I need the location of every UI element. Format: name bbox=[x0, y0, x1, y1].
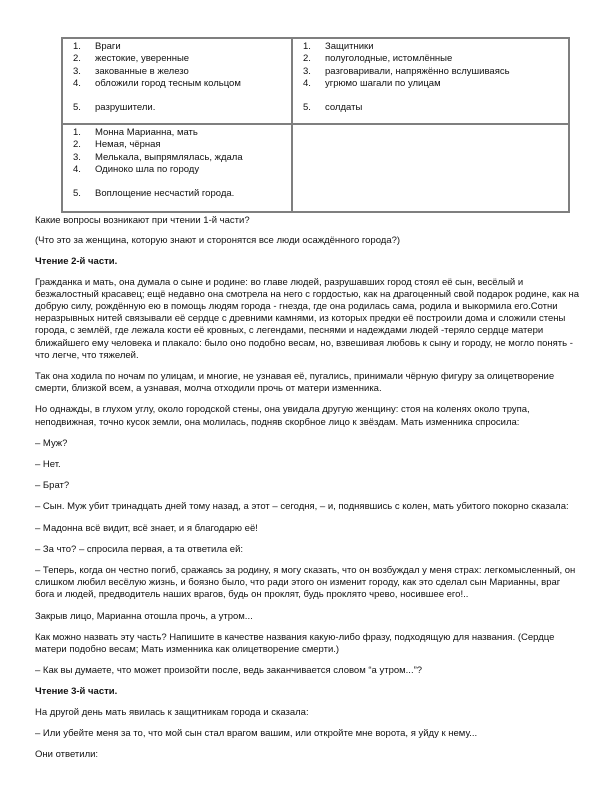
list-item: 3. разговаривали, напряжённо вслушиваясь bbox=[303, 65, 510, 77]
list-item: 2. Немая, чёрная bbox=[73, 139, 161, 151]
comparison-table bbox=[61, 37, 570, 213]
table-cell-mother bbox=[62, 124, 292, 212]
answer-paragraph: (Что это за женщина, которую знают и сторонятся все люди осаждённого города?) bbox=[35, 235, 401, 247]
table-cell-empty bbox=[292, 124, 569, 212]
dialogue-line: – За что? – спросила первая, а та ответила ей: bbox=[35, 543, 244, 555]
question-paragraph: Какие вопросы возникают при чтении 1-й части? bbox=[35, 215, 250, 226]
dialogue-line: – Теперь, когда он честно погиб, сражаясь за родину, я могу сказать, что он возбуждал у меня страх: легкомысленный, он слишком любил весёлую жизнь, и боязно было, что ради этого он изменит городу, как это сделал сын Марианны, враг бога и людей, предводитель наших врагов, будь он проклят, будь проклято чрево, носившее его!.. bbox=[35, 565, 576, 601]
section-heading: Чтение 2-й части. bbox=[35, 256, 118, 268]
section-heading: Чтение 3-й части. bbox=[35, 686, 118, 698]
list-item: 4. обложили город тесным кольцом bbox=[73, 78, 241, 90]
list-item: 1. Защитники bbox=[303, 41, 374, 52]
table-cell-enemies bbox=[62, 38, 292, 124]
text-paragraph: Они ответили: bbox=[35, 749, 99, 761]
dialogue-line: – Нет. bbox=[35, 459, 61, 471]
list-item: 1. Враги bbox=[73, 41, 121, 52]
list-item: 2. полуголодные, истомлённые bbox=[303, 53, 453, 65]
list-item: 5. солдаты bbox=[303, 101, 363, 113]
text-paragraph: Гражданка и мать, она думала о сыне и родине: во главе людей, разрушавших город стоял её сын, весёлый и безжалостный красавец; ещё недавно она смотрела на него с гордостью, как на драгоценный свой подарок родине, как на добрую силу, рождённую ею в помощь людям города - гнезда, где она родилась сама, родила и выкормила его.Сотни неразрывных нитей связывали её сердце с древними камнями, из которых предки её построили дома и сложили стены города, с землёй, где лежала кости её кровных, с легендами, песнями и надеждами людей -теряло сердце матери ближайшего ему человека и плакало: было оно подобно весам, но, взвешивая любовь к сыну и городу, не могло понять - что легче, что тяжелей. bbox=[35, 276, 580, 361]
list-item: 2. жестокие, уверенные bbox=[73, 53, 190, 65]
list-item: 1. Монна Марианна, мать bbox=[73, 127, 198, 138]
dialogue-line: – Или убейте меня за то, что мой сын стал врагом вашим, или откройте мне ворота, я уйду к нему... bbox=[35, 727, 478, 739]
table-row bbox=[62, 124, 569, 212]
question-paragraph: Как можно назвать эту часть? Напишите в качестве названия какую-либо фразу, подходящую для названия. (Сердце матери подобно весам; Мать изменника как олицетворение смерти.) bbox=[35, 631, 555, 656]
text-paragraph: На другой день мать явилась к защитникам города и сказала: bbox=[35, 706, 309, 718]
dialogue-line: – Мадонна всё видит, всё знает, и я благодарю её! bbox=[35, 522, 258, 534]
dialogue-line: – Сын. Муж убит тринадцать дней тому назад, а этот – сегодня, – и, поднявшись с колен, мать убитого покорно сказала: bbox=[35, 501, 569, 513]
list-item: 3. Мелькала, выпрямлялась, ждала bbox=[73, 151, 243, 163]
text-paragraph: Так она ходила по ночам по улицам, и многие, не узнавая её, пугались, принимали чёрную фигуру за олицетворение смерти, близкой всем, а узнавая, молча отходили прочь от матери изменника. bbox=[35, 371, 555, 395]
dialogue-line: – Муж? bbox=[35, 437, 68, 449]
table-row bbox=[62, 38, 569, 124]
text-paragraph: Закрыв лицо, Марианна отошла прочь, а утром... bbox=[35, 610, 253, 622]
list-item: 5. Воплощение несчастий города. bbox=[73, 187, 235, 199]
list-item: 5. разрушители. bbox=[73, 101, 156, 113]
question-paragraph: – Как вы думаете, что может произойти после, ведь заканчивается словом “а утром...”? bbox=[35, 665, 423, 677]
dialogue-line: – Брат? bbox=[35, 480, 70, 492]
list-item: 4. Одиноко шла по городу bbox=[73, 164, 200, 176]
text-paragraph: Но однажды, в глухом углу, около городской стены, она увидала другую женщину: стоя на коленях около трупа, неподвижная, точно кусок земли, она молилась, подняв скорбное лицо к звёздам. Мать изменника спросила: bbox=[35, 404, 530, 428]
list-item: 4. угрюмо шагали по улицам bbox=[303, 78, 441, 90]
document-body bbox=[35, 215, 580, 770]
list-item: 3. закованные в железо bbox=[73, 65, 189, 77]
table-cell-defenders bbox=[292, 38, 569, 124]
